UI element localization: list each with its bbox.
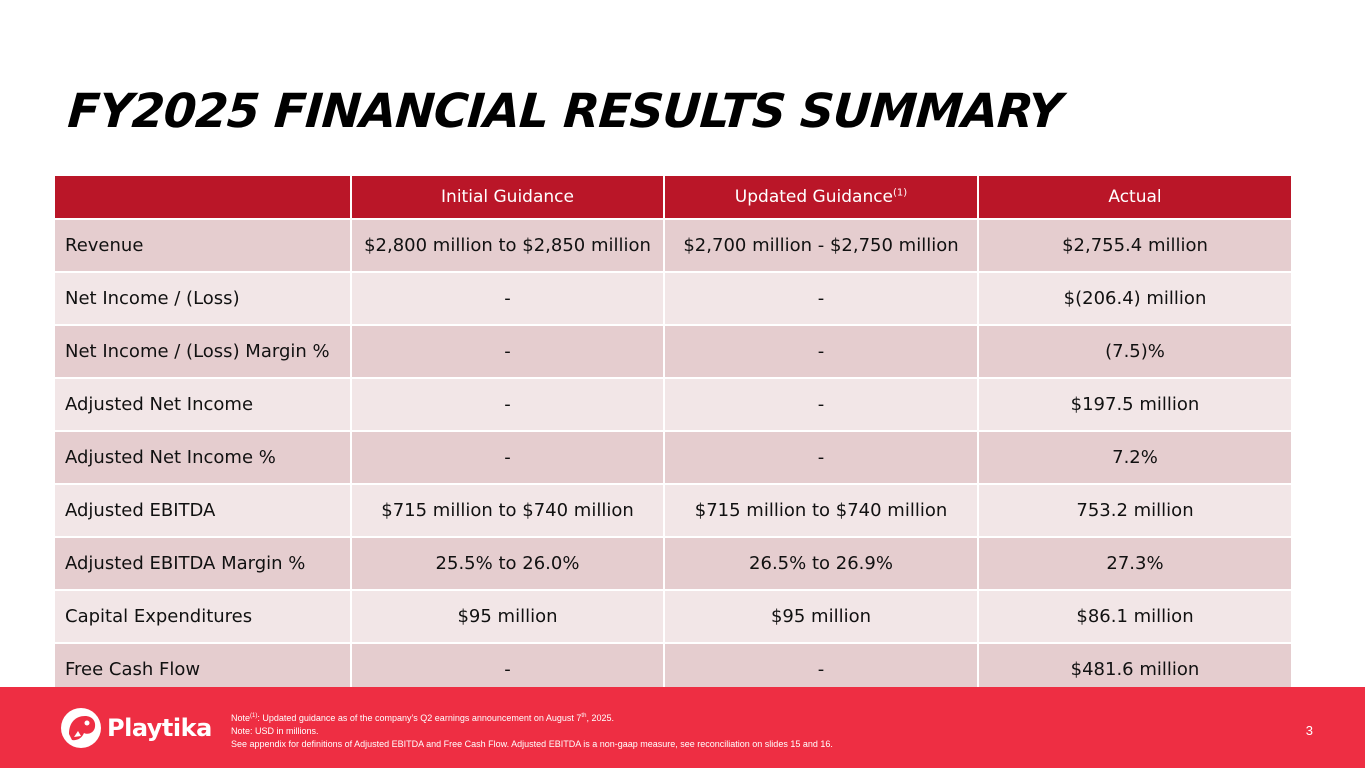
footnote-2: Note: USD in millions. bbox=[231, 726, 319, 736]
row-metric: Adjusted Net Income % bbox=[55, 431, 351, 484]
table-row bbox=[55, 431, 1291, 484]
row-initial-guidance: - bbox=[351, 325, 664, 378]
row-actual: $86.1 million bbox=[978, 590, 1291, 643]
row-initial-guidance: $95 million bbox=[351, 590, 664, 643]
header-footnote-marker: (1) bbox=[893, 187, 908, 199]
row-initial-guidance: 25.5% to 26.0% bbox=[351, 537, 664, 590]
row-updated-guidance: - bbox=[664, 378, 978, 431]
row-metric: Revenue bbox=[55, 219, 351, 272]
row-metric: Net Income / (Loss) Margin % bbox=[55, 325, 351, 378]
footnote-1-prefix: Note bbox=[231, 713, 251, 723]
header-updated-guidance bbox=[664, 176, 978, 219]
row-updated-guidance: $2,700 million - $2,750 million bbox=[664, 219, 978, 272]
row-updated-guidance: - bbox=[664, 431, 978, 484]
row-initial-guidance: - bbox=[351, 643, 664, 695]
row-updated-guidance: $715 million to $740 million bbox=[664, 484, 978, 537]
footnote-1-date-suffix: th bbox=[581, 713, 587, 719]
row-updated-guidance: $95 million bbox=[664, 590, 978, 643]
row-actual: 753.2 million bbox=[978, 484, 1291, 537]
row-actual: 7.2% bbox=[978, 431, 1291, 484]
row-actual: (7.5)% bbox=[978, 325, 1291, 378]
header-initial-guidance: Initial Guidance bbox=[351, 176, 664, 219]
row-actual: $(206.4) million bbox=[978, 272, 1291, 325]
financial-summary-table bbox=[55, 176, 1291, 695]
header-metric bbox=[55, 176, 351, 219]
row-updated-guidance: 26.5% to 26.9% bbox=[664, 537, 978, 590]
logo-text: Playtika bbox=[107, 714, 212, 742]
table-row bbox=[55, 590, 1291, 643]
table-row bbox=[55, 537, 1291, 590]
row-initial-guidance: - bbox=[351, 272, 664, 325]
footnote-1-text: : Updated guidance as of the company’s Q2 earnings announcement on August 7 bbox=[257, 713, 582, 723]
row-actual: $2,755.4 million bbox=[978, 219, 1291, 272]
row-initial-guidance: $2,800 million to $2,850 million bbox=[351, 219, 664, 272]
table-row bbox=[55, 219, 1291, 272]
row-metric: Adjusted EBITDA bbox=[55, 484, 351, 537]
row-actual: 27.3% bbox=[978, 537, 1291, 590]
table-row bbox=[55, 272, 1291, 325]
row-updated-guidance: - bbox=[664, 272, 978, 325]
row-updated-guidance: - bbox=[664, 643, 978, 695]
slide-title: FY2025 FINANCIAL RESULTS SUMMARY bbox=[66, 84, 1064, 139]
row-metric: Free Cash Flow bbox=[55, 643, 351, 695]
header-updated-guidance-label: Updated Guidance bbox=[734, 187, 894, 207]
table-row bbox=[55, 378, 1291, 431]
row-actual: $481.6 million bbox=[978, 643, 1291, 695]
row-initial-guidance: - bbox=[351, 431, 664, 484]
playtika-logo-icon bbox=[60, 707, 102, 749]
footnotes bbox=[231, 710, 833, 751]
table-row bbox=[55, 484, 1291, 537]
footnote-3: See appendix for definitions of Adjusted EBITDA and Free Cash Flow. Adjusted EBITDA is a non-gaap measure, see reconciliation on slides 15 and 16. bbox=[231, 739, 833, 749]
page-number: 3 bbox=[1305, 723, 1313, 738]
footnote-1-marker: (1) bbox=[250, 713, 258, 719]
company-logo bbox=[60, 707, 212, 749]
row-metric: Capital Expenditures bbox=[55, 590, 351, 643]
row-metric: Adjusted EBITDA Margin % bbox=[55, 537, 351, 590]
row-metric: Adjusted Net Income bbox=[55, 378, 351, 431]
footnote-1 bbox=[231, 710, 833, 725]
row-actual: $197.5 million bbox=[978, 378, 1291, 431]
row-updated-guidance: - bbox=[664, 325, 978, 378]
row-metric: Net Income / (Loss) bbox=[55, 272, 351, 325]
footer-bar bbox=[0, 687, 1365, 768]
table-header-row bbox=[55, 176, 1291, 219]
header-actual: Actual bbox=[978, 176, 1291, 219]
table-row bbox=[55, 325, 1291, 378]
footnote-1-year: , 2025. bbox=[586, 713, 614, 723]
row-initial-guidance: $715 million to $740 million bbox=[351, 484, 664, 537]
row-initial-guidance: - bbox=[351, 378, 664, 431]
